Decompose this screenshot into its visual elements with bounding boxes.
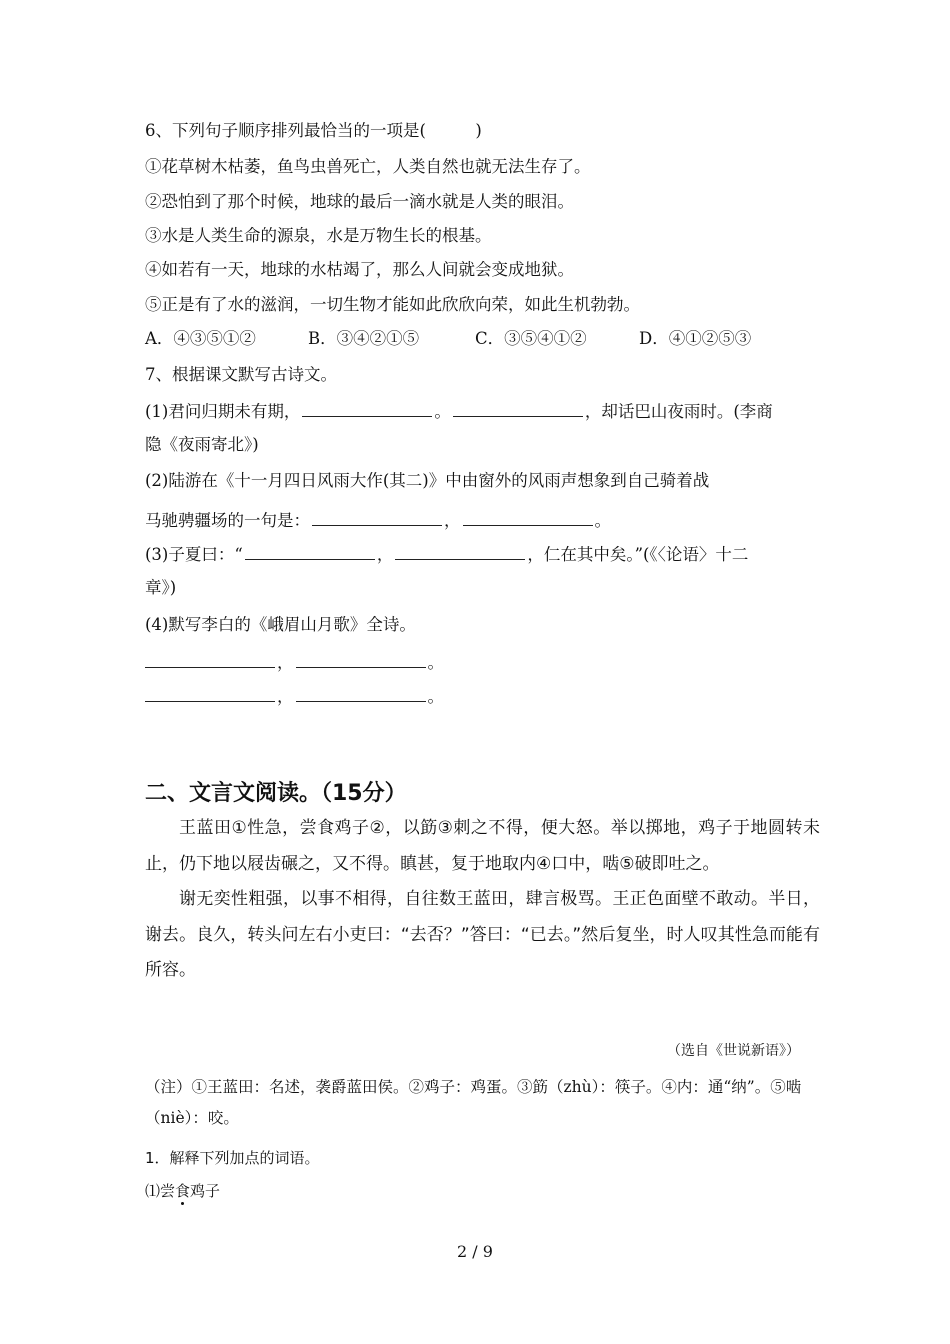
comma: ， — [277, 653, 294, 672]
annotation-notes: （注）①王蓝田：名述，袭爵蓝田侯。②鸡子：鸡蛋。③筯（zhù）：筷子。④内：通“纳”。⑤啮（niè）：咬。 — [145, 1078, 802, 1127]
q7-stem: 7、根据课文默写古诗文。 — [145, 365, 337, 384]
answer-blank[interactable] — [296, 650, 426, 668]
q7-part1-line2: 隐《夜雨寄北》) — [145, 435, 259, 454]
period: 。 — [427, 653, 444, 672]
source-citation: （选自《世说新语》） — [667, 1043, 800, 1059]
classical-paragraph-2: 谢无奕性粗强，以事不相得，自往数王蓝田，肆言极骂。王正色面壁不敢动。半日，谢去。良久，转头问左右小吏曰：“去否？”答曰：“已去。”然后复坐，时人叹其性急而能有所容。 — [145, 889, 820, 980]
answer-blank[interactable] — [302, 399, 432, 417]
answer-blank[interactable] — [463, 508, 593, 526]
sub-question-1: 1．解释下列加点的词语。 — [145, 1149, 320, 1167]
dotted-character: 食 — [175, 1182, 191, 1200]
period: 。 — [427, 687, 444, 706]
q7-part1-text-c: ，却话巴山夜雨时。(李商 — [584, 402, 773, 421]
sub-question-1a — [145, 1180, 220, 1202]
answer-blank[interactable] — [296, 684, 426, 702]
q6-stem: 6、下列句子顺序排列最恰当的一项是( ) — [145, 121, 482, 140]
q6-sentence-5: ⑤正是有了水的滋润，一切生物才能如此欣欣向荣，如此生机勃勃。 — [145, 295, 640, 314]
q6-option-c[interactable]: C．③⑤④①② — [475, 329, 587, 348]
q7-part2-line2 — [145, 508, 611, 532]
q6-option-b[interactable]: B．③④②①⑤ — [308, 329, 420, 348]
q6-sentence-4: ④如若有一天，地球的水枯竭了，那么人间就会变成地狱。 — [145, 260, 574, 279]
q7-part3-text-b: ，仁在其中矣。”(《〈论语〉十二 — [527, 545, 749, 564]
sub-question-1a-suffix: 鸡子 — [190, 1182, 221, 1200]
answer-blank[interactable] — [453, 399, 583, 417]
answer-blank[interactable] — [245, 542, 375, 560]
q7-part4-answer-line2 — [145, 684, 444, 708]
classical-paragraph-1: 王蓝田①性急，尝食鸡子②，以筯③刺之不得，便大怒。举以掷地，鸡子于地圆转未止，仍下地以屐齿碾之，又不得。瞋甚，复于地取内④口中，啮⑤破即吐之。 — [145, 818, 820, 874]
classical-text — [145, 811, 820, 989]
sub-question-1a-prefix: ⑴尝 — [145, 1182, 176, 1200]
q6-sentence-2: ②恐怕到了那个时候，地球的最后一滴水就是人类的眼泪。 — [145, 192, 574, 211]
q6-sentence-1: ①花草树木枯萎，鱼鸟虫兽死亡，人类自然也就无法生存了。 — [145, 157, 591, 176]
q7-part1-text-a: (1)君问归期未有期， — [145, 402, 301, 421]
q7-part2-line1: (2)陆游在《十一月四日风雨大作(其二)》中由窗外的风雨声想象到自己骑着战 — [145, 471, 710, 490]
section-heading: 二、文言文阅读。（15分） — [145, 781, 407, 806]
q6-option-a[interactable]: A．④③⑤①② — [145, 329, 256, 348]
q7-part4-stem: (4)默写李白的《峨眉山月歌》全诗。 — [145, 615, 416, 634]
q7-part1-line1 — [145, 399, 773, 423]
q7-part4-answer-line1 — [145, 650, 444, 674]
page-number: 2 / 9 — [457, 1242, 493, 1261]
q7-part1-text-b: 。 — [434, 402, 451, 421]
answer-blank[interactable] — [145, 684, 275, 702]
q6-sentence-3: ③水是人类生命的源泉，水是万物生长的根基。 — [145, 226, 492, 245]
q6-options — [145, 328, 752, 350]
comma: ， — [277, 687, 294, 706]
q7-part3-line1 — [145, 542, 748, 566]
comma: ， — [376, 545, 394, 564]
period: 。 — [594, 511, 611, 530]
answer-blank[interactable] — [312, 508, 442, 526]
comma: ， — [444, 511, 461, 530]
q7-part3-line2: 章》) — [145, 578, 177, 597]
q7-part2-text: 马驰骋疆场的一句是： — [145, 511, 310, 530]
answer-blank[interactable] — [145, 650, 275, 668]
q7-part3-text-a: (3)子夏曰：“ — [145, 545, 243, 564]
answer-blank[interactable] — [395, 542, 525, 560]
q6-option-d[interactable]: D．④①②⑤③ — [639, 329, 752, 348]
